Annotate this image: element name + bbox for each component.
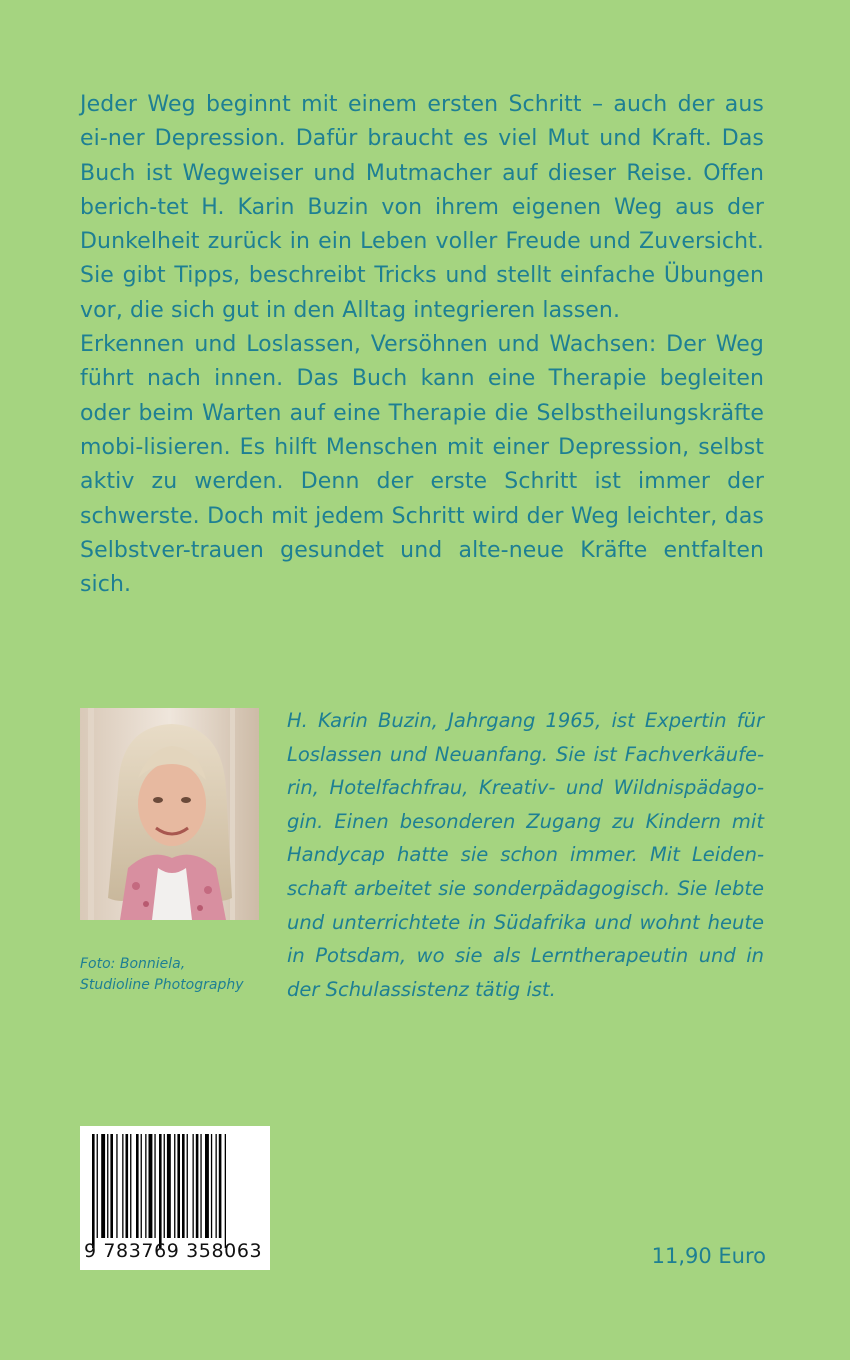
photo-credit-line-1: Foto: Bonniela, xyxy=(80,956,186,972)
barcode-bar xyxy=(219,1134,222,1238)
barcode-bar xyxy=(182,1134,185,1238)
barcode-bar xyxy=(193,1134,194,1238)
photo-credit-line-2: Studioline Photography xyxy=(80,977,244,993)
barcode-bar xyxy=(205,1134,209,1238)
barcode-bar xyxy=(97,1134,98,1238)
author-bio: H. Karin Buzin, Jahrgang 1965, ist Expertin für Loslassen und Neuanfang. Sie ist Fachverkäufe-rin, Hotelfachfrau, Kreativ- und Wildnispädago-gin. Einen besonderen Zugang zu Kindern mit Handycap hatte sie schon immer. Mit Leiden-schaft arbeitet sie sonderpädagogisch. Sie lebte und unterrichtete in Südafrika und wohnt heute in Potsdam, wo sie als Lerntherapeutin und in der Schulassistenz tätig ist. xyxy=(287,709,764,1001)
barcode-bar xyxy=(159,1134,162,1248)
barcode-bar xyxy=(110,1134,113,1238)
barcode-bar xyxy=(211,1134,212,1238)
barcode-bar xyxy=(141,1134,142,1238)
barcode-bar xyxy=(130,1134,131,1238)
barcode-bar xyxy=(174,1134,175,1238)
barcode-bar xyxy=(154,1134,155,1238)
barcode-bar xyxy=(145,1134,146,1238)
isbn-barcode xyxy=(80,1126,270,1270)
barcode-bar xyxy=(164,1134,165,1238)
barcode-bar xyxy=(225,1134,226,1248)
author-photo xyxy=(80,708,259,920)
blurb-paragraph-1: Jeder Weg beginnt mit einem ersten Schritt – auch der aus ei-ner Depression. Dafür braucht es viel Mut und Kraft. Das Buch ist Wegweiser und Mutmacher auf dieser Reise. Offen berich-tet H. Karin Buzin von ihrem eigenen Weg aus der Dunkelheit zurück in ein Leben voller Freude und Zuversicht. Sie gibt Tipps, beschreibt Tricks und stellt einfache Übungen vor, die sich gut in den Alltag integrieren lassen. xyxy=(80,92,764,323)
barcode-bar xyxy=(149,1134,153,1238)
barcode-bar xyxy=(107,1134,108,1238)
barcode-bar xyxy=(167,1134,171,1238)
barcode-bar xyxy=(196,1134,199,1238)
isbn-digits: 9 783769 358063 xyxy=(84,1240,263,1262)
barcode-bar xyxy=(92,1134,95,1248)
barcode-bar xyxy=(126,1134,129,1238)
price: 11,90 Euro xyxy=(651,1244,766,1268)
barcode-bar xyxy=(187,1134,188,1238)
barcode-bar xyxy=(122,1134,123,1238)
barcode-bar xyxy=(200,1134,201,1238)
back-cover-blurb xyxy=(80,88,764,602)
barcode-bar xyxy=(116,1134,117,1238)
barcode-bar xyxy=(101,1134,105,1238)
barcode-bar xyxy=(177,1134,180,1238)
barcode-bar xyxy=(216,1134,217,1238)
barcode-bar xyxy=(136,1134,139,1238)
photo-credit xyxy=(80,954,280,996)
blurb-paragraph-2: Erkennen und Loslassen, Versöhnen und Wachsen: Der Weg führt nach innen. Das Buch kann eine Therapie begleiten oder beim Warten auf eine Therapie die Selbstheilungskräfte mobi-lisieren. Es hilft Menschen mit einer Depression, selbst aktiv zu werden. Denn der erste Schritt ist immer der schwerste. Doch mit jedem Schritt wird der Weg leichter, das Selbstver-trauen gesundet und alte-neue Kräfte entfalten sich. xyxy=(80,332,764,598)
